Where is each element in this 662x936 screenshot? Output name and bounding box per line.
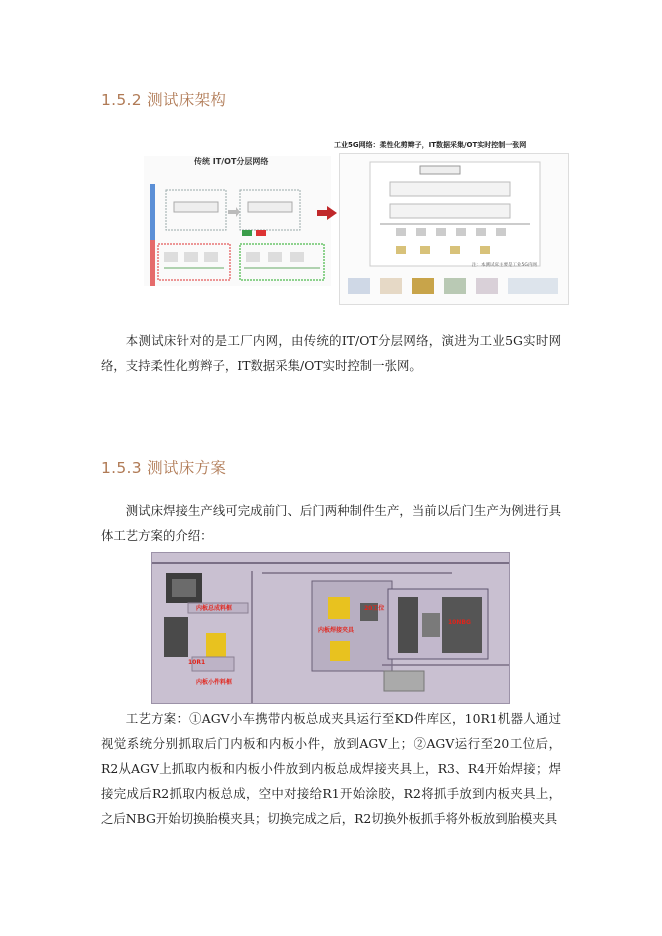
label-robot-10r1: 10R1 [188,659,206,666]
paragraph-text: 本测试床针对的是工厂内网，由传统的IT/OT分层网络，演进为工业5G实时网络，支持柔性化剪辫子，IT数据采集/OT实时控制一张网。 [101,333,561,373]
traditional-network-diagram [144,156,331,286]
left-panel-title: 传统 IT/OT分层网络 [194,157,269,166]
paragraph-text: 测试床焊接生产线可完成前门、后门两种制件生产，当前以后门生产为例进行具体工艺方案的介绍： [101,503,561,543]
label-station-20: 20工位 [364,605,385,612]
industrial-5g-network-panel [339,153,569,305]
paragraph-text: 工艺方案：①AGV小车携带内板总成夹具运行至KD件库区，10R1机器人通过视觉系统分别抓取后门内板和内板小件，放到AGV上；②AGV运行至20工位后，R2从AGV上抓取内板和内板小件放到内板总成焊接夹具上，R3、R4开始焊接；焊接完成后R2抓取内板总成，空中对接给R1开始涂胶，R2将抓手放到内板夹具上，之后NBG开始切换胎模夹具；切换完成之后，R2切换外板抓手将外板放到胎模夹具 [101,711,561,826]
figure-note: 注：本测试床主要是工业5G内网 [472,263,537,268]
section-heading-1-5-2: 1.5.2 测试床架构 [101,91,227,109]
section-heading-1-5-3: 1.5.3 测试床方案 [101,459,227,477]
label-nbg: 10NBG [448,619,471,626]
section-2-intro-paragraph [101,498,561,548]
section-2-process-paragraph [101,706,561,831]
right-panel-title: 工业5G网络：柔性化剪辫子，IT数据采集/OT实时控制一张网 [334,141,527,149]
label-inner-material-2: 内板小件料框 [196,679,233,686]
label-area-mid: 内板焊接夹具 [318,627,355,634]
network-architecture-figure [144,138,568,304]
arrow-right-icon [317,206,337,220]
label-inner-material-1: 内板总成料框 [196,605,233,612]
production-line-layout-figure [151,552,510,704]
section-1-paragraph [101,328,561,378]
industrial-5g-network-diagram [340,154,568,304]
traditional-network-panel [144,156,331,286]
